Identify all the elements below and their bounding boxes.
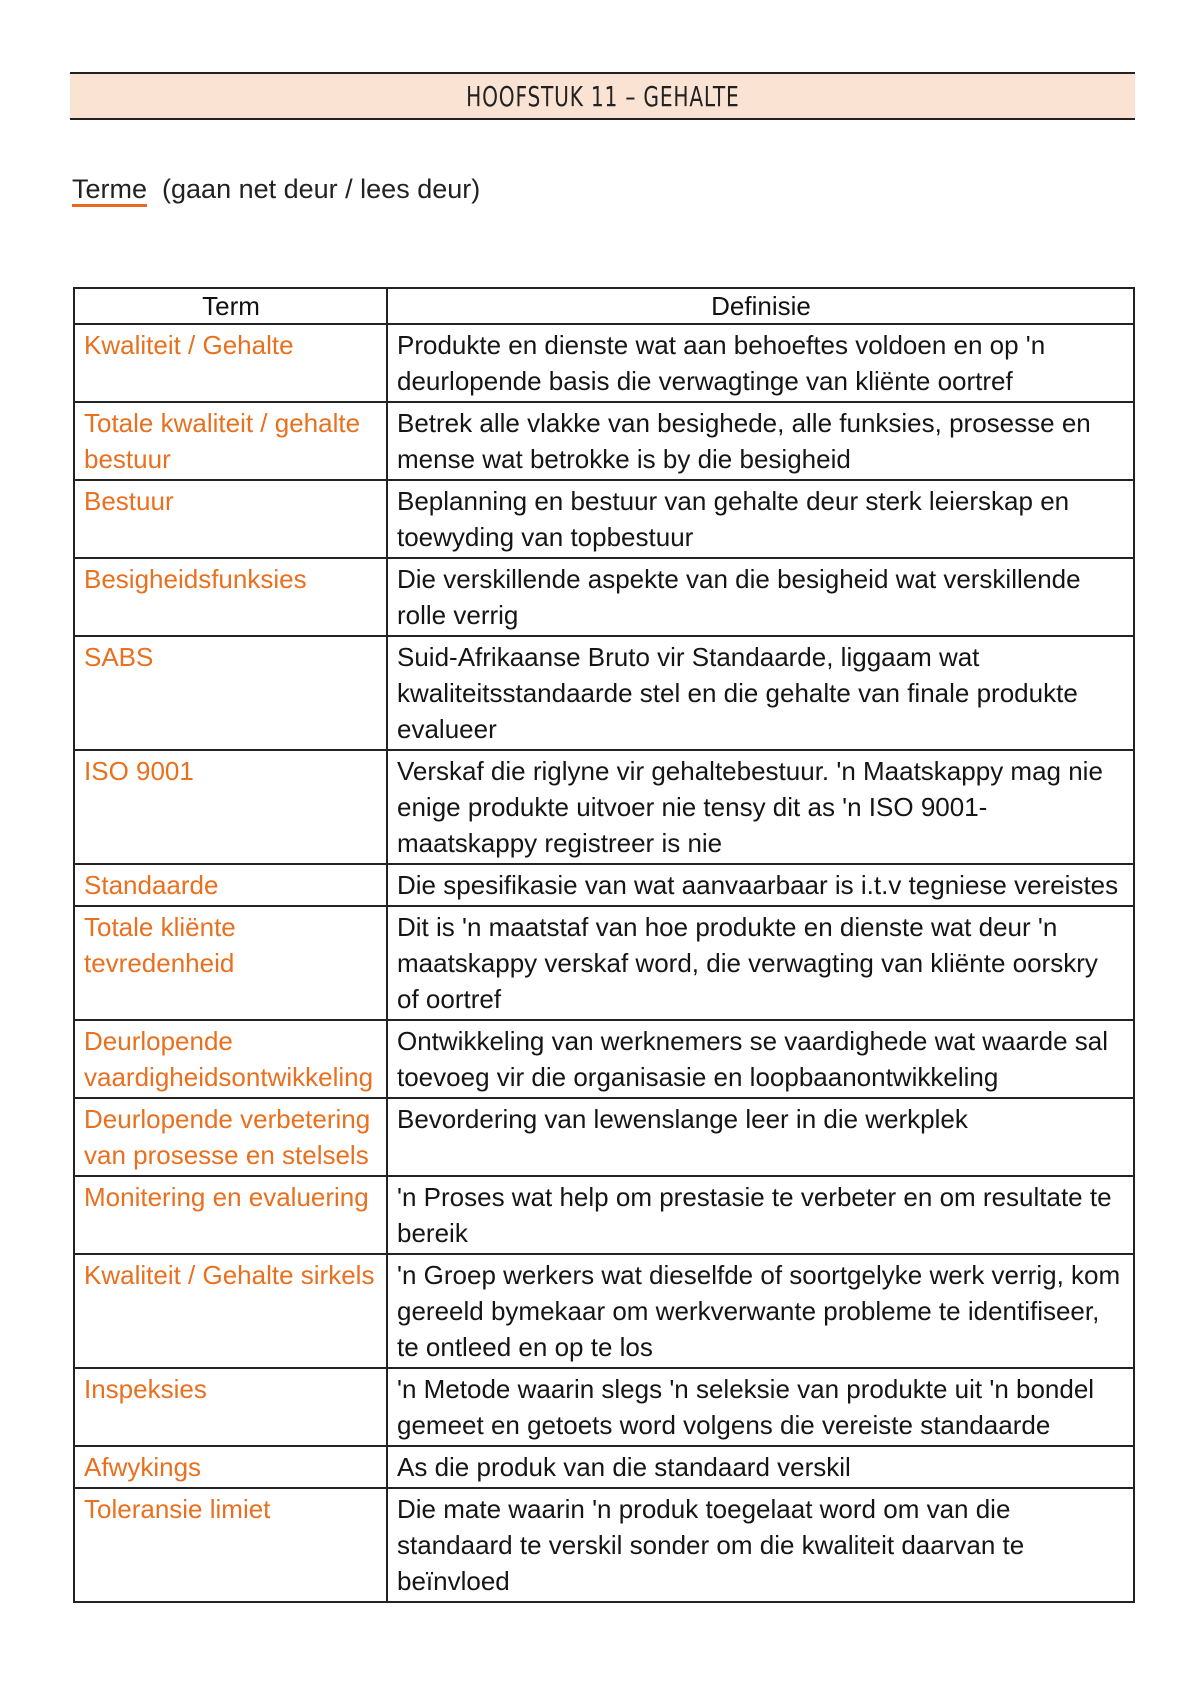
- table-row: [74, 1176, 1134, 1254]
- term-cell: Bestuur: [74, 480, 387, 558]
- terms-subheading: [72, 174, 480, 205]
- definition-cell: Die verskillende aspekte van die besigheid wat verskillende rolle verrig: [387, 558, 1134, 636]
- table-row: [74, 1098, 1134, 1176]
- table-row: [74, 324, 1134, 402]
- definition-cell: Dit is 'n maatstaf van hoe produkte en dienste wat deur 'n maatskappy verskaf word, die verwagting van kliënte oorskry of oortref: [387, 906, 1134, 1020]
- term-cell: Toleransie limiet: [74, 1488, 387, 1602]
- terms-label: Terme: [72, 174, 148, 204]
- table-row: [74, 480, 1134, 558]
- term-cell: Deurlopende verbetering van prosesse en stelsels: [74, 1098, 387, 1176]
- terms-table: [73, 287, 1135, 1603]
- term-cell: Besigheidsfunksies: [74, 558, 387, 636]
- table-row: [74, 906, 1134, 1020]
- term-cell: Totale kwaliteit / gehalte bestuur: [74, 402, 387, 480]
- table-row: [74, 1488, 1134, 1602]
- table-row: [74, 636, 1134, 750]
- term-cell: ISO 9001: [74, 750, 387, 864]
- term-cell: Kwaliteit / Gehalte: [74, 324, 387, 402]
- term-cell: Afwykings: [74, 1446, 387, 1488]
- column-header-term: Term: [74, 288, 387, 324]
- definition-cell: Verskaf die riglyne vir gehaltebestuur. 'n Maatskappy mag nie enige produkte uitvoer nie tensy dit as 'n ISO 9001-maatskappy registreer is nie: [387, 750, 1134, 864]
- chapter-title-banner: [70, 72, 1135, 120]
- definition-cell: Produkte en dienste wat aan behoeftes voldoen en op 'n deurlopende basis die verwagtinge van kliënte oortref: [387, 324, 1134, 402]
- term-cell: Totale kliënte tevredenheid: [74, 906, 387, 1020]
- table-row: [74, 402, 1134, 480]
- term-cell: SABS: [74, 636, 387, 750]
- table-row: [74, 1020, 1134, 1098]
- table-row: [74, 1368, 1134, 1446]
- table-row: [74, 750, 1134, 864]
- table-header-row: [74, 288, 1134, 324]
- definition-cell: Ontwikkeling van werknemers se vaardighede wat waarde sal toevoeg vir die organisasie en loopbaanontwikkeling: [387, 1020, 1134, 1098]
- definition-cell: Suid-Afrikaanse Bruto vir Standaarde, liggaam wat kwaliteitsstandaarde stel en die gehalte van finale produkte evalueer: [387, 636, 1134, 750]
- term-cell: Monitering en evaluering: [74, 1176, 387, 1254]
- table-row: [74, 864, 1134, 906]
- terms-note: (gaan net deur / lees deur): [162, 174, 481, 204]
- table-row: [74, 1446, 1134, 1488]
- definition-cell: Betrek alle vlakke van besighede, alle funksies, prosesse en mense wat betrokke is by die besigheid: [387, 402, 1134, 480]
- term-cell: Standaarde: [74, 864, 387, 906]
- term-cell: Deurlopende vaardigheidsontwikkeling: [74, 1020, 387, 1098]
- definition-cell: As die produk van die standaard verskil: [387, 1446, 1134, 1488]
- terms-table-body: [74, 324, 1134, 1602]
- definition-cell: Beplanning en bestuur van gehalte deur sterk leierskap en toewyding van topbestuur: [387, 480, 1134, 558]
- definition-cell: 'n Metode waarin slegs 'n seleksie van produkte uit 'n bondel gemeet en getoets word volgens die vereiste standaarde: [387, 1368, 1134, 1446]
- term-cell: Inspeksies: [74, 1368, 387, 1446]
- table-row: [74, 1254, 1134, 1368]
- term-cell: Kwaliteit / Gehalte sirkels: [74, 1254, 387, 1368]
- table-row: [74, 558, 1134, 636]
- definition-cell: Die spesifikasie van wat aanvaarbaar is i.t.v tegniese vereistes: [387, 864, 1134, 906]
- chapter-title: HOOFSTUK 11 – GEHALTE: [465, 79, 740, 113]
- column-header-definition: Definisie: [387, 288, 1134, 324]
- definition-cell: 'n Groep werkers wat dieselfde of soortgelyke werk verrig, kom gereeld bymekaar om werkverwante probleme te identifiseer, te ontleed en op te los: [387, 1254, 1134, 1368]
- definition-cell: Die mate waarin 'n produk toegelaat word om van die standaard te verskil sonder om die kwaliteit daarvan te beïnvloed: [387, 1488, 1134, 1602]
- definition-cell: 'n Proses wat help om prestasie te verbeter en om resultate te bereik: [387, 1176, 1134, 1254]
- definition-cell: Bevordering van lewenslange leer in die werkplek: [387, 1098, 1134, 1176]
